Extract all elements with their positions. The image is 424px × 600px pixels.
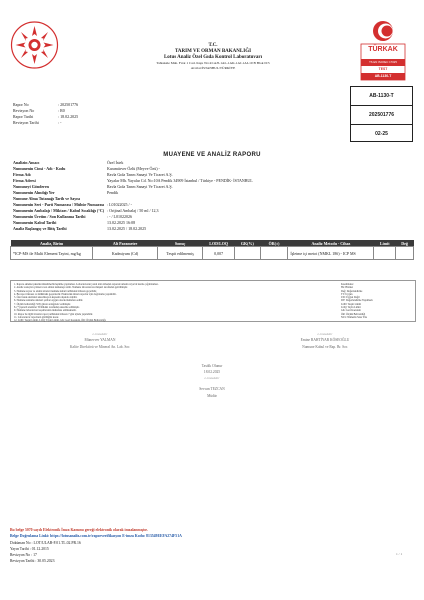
center-signatory-name: Sevcan TEZCAN xyxy=(199,387,225,391)
note-item: 4. Bu rapor imzasız ve mühürsüz geçersizdir. Elektronik imzalı raporlar için doğrulama yapılabilir. xyxy=(14,292,117,296)
info-value: : L01022025 / - xyxy=(107,202,132,207)
header-lab: Lotus Analiz Özel Gıda Kontrol Laboratuvarı xyxy=(163,55,263,60)
note-item: 7. Ölçüm belirsizliği %95 güven aralığında verilmiştir. xyxy=(14,302,71,306)
right-signatory-title: Numune Kabul ve Rap. Br. Sor. xyxy=(302,345,348,349)
meta-value: : 202501776 xyxy=(58,102,79,107)
table-cell: Tespit edilmemiş xyxy=(157,247,202,260)
info-label: Numunenin Alındığı Yer xyxy=(13,190,55,195)
column-header: LOD/LOQ xyxy=(203,240,235,247)
accreditation-code-box xyxy=(350,86,413,142)
column-header: Analiz, Birim xyxy=(11,240,93,247)
esign-law-notice: Bu belge 5070 sayılı Elektronik İmza Kanunu gereği elektronik olarak imzalanmıştır. xyxy=(10,528,148,532)
results-table xyxy=(10,240,414,260)
center-esign-note: e-imzalıdır xyxy=(204,376,220,380)
header-ministry: TARIM VE ORMAN BAKANLIĞI xyxy=(174,49,252,54)
abbreviation-item: Kısaltmalar: xyxy=(341,283,354,286)
info-value: 13.02.2025 16:08 xyxy=(107,220,136,225)
ministry-logo xyxy=(9,20,60,70)
column-header: ÖR(±) xyxy=(260,240,288,247)
info-label: Analizin Amacı xyxy=(13,160,40,165)
report-number-code: 202501776 xyxy=(351,106,412,125)
meta-value: : 18.02.2025 xyxy=(58,114,79,119)
header-city: Avcılar/İSTANBUL/TÜRKİYE xyxy=(190,66,236,70)
info-label: Analiz Başlangıç ve Bitiş Tarihi xyxy=(13,226,67,231)
report-title-bar xyxy=(10,143,414,158)
note-item: 6. Numune saklama süreleri şartlara uygun olarak muhafaza edilir. xyxy=(14,299,83,303)
note-item: 2. Analiz sonuçları yalnızca test edilen numuneye aittir. Numune laboratuvara müşteri tarafından getirilmiştir. xyxy=(14,286,128,290)
table-cell: İşletme içi metot (NMKL 186) - ICP MS xyxy=(288,247,374,260)
accreditation-code: AB-1130-T xyxy=(351,87,412,106)
table-cell: Kadmiyum (Cd) xyxy=(93,247,158,260)
left-signatory-title: Kalite Direktörü ve Mineral An. Lab. Sor. xyxy=(69,345,131,349)
info-label: Numunenin Kabul Tarihi xyxy=(13,220,57,225)
meta-value: : - xyxy=(58,120,62,125)
info-value: Ravla Gıda Tarım Sanayi Ve Ticaret A.Ş. xyxy=(107,184,173,189)
info-value: Özel İstek xyxy=(107,160,124,165)
abbreviation-item: Değ: Değerlendirme xyxy=(341,289,363,293)
table-cell xyxy=(374,247,396,260)
info-value: Karamürver Özlü (Meyve Özü) - xyxy=(107,166,160,171)
abbreviation-item: ÖR: Ölçüm Belirsizliği xyxy=(341,312,366,316)
column-header: Değ xyxy=(396,240,414,247)
info-label: Numuneyi Gönderen xyxy=(13,184,49,189)
note-item: 10. Rapor ile ilgili itirazlar rapor tarihinden itibaren 7 gün içinde yapılabilir. xyxy=(14,312,93,316)
abbreviation-item: NLS: Nümerik Sınır Yok xyxy=(341,315,367,319)
info-value: : Orijinal Ambalaj / 50 ml / 12,3 xyxy=(107,208,159,213)
note-item: 12. LOD: Tespit Limiti, LOQ: Tayin Limiti, GK: Geri Kazanım, ÖR: Ölçüm Belirsizliği. xyxy=(14,319,107,323)
info-label: Numunenin Üretim / Son Kullanma Tarihi xyxy=(13,214,86,219)
turkak-name: TÜRKAK xyxy=(368,46,398,53)
verification-link[interactable]: Belge Doğrulama Linki: https://lotusanaliz.com.tr/raporverifikasyon E-imza Kodu: 813549EEFA274F51A xyxy=(10,534,182,538)
info-value: Yayalar Mh. Yayalar Cd. No:10A Pendik 34909 İstanbul / Türkiye - PENDİK- İSTANBUL xyxy=(107,178,253,183)
date-code: 02-25 xyxy=(375,131,388,137)
report-title: MUAYENE VE ANALİZ RAPORU xyxy=(163,152,261,158)
note-item: 9. Numune laboratuvar koşullarında muhafaza edilmektedir. xyxy=(14,309,77,313)
meta-label: Revizyon Tarihi xyxy=(13,120,39,125)
info-label: Numune Alma Tutanağı Tarih ve Sayısı xyxy=(13,196,81,201)
approval-date: 18.02.2025 xyxy=(203,370,221,374)
info-value: 13.02.2025 / 18.02.2025 xyxy=(107,226,147,231)
revision-date: Revizyon Tarihi : 30.05.2023 xyxy=(10,559,55,563)
abbreviation-item: Hz: Hizmet xyxy=(341,286,354,290)
approval-stamp: Tasdik Olunur xyxy=(201,364,223,368)
abbreviation-item: GK: Geri Kazanım xyxy=(341,309,361,313)
right-signatory-name: Emine BAHTİYAR KÖSEOĞLU xyxy=(300,338,350,342)
meta-label: Rapor Tarihi xyxy=(13,114,34,119)
info-label: Firma Adı xyxy=(13,172,31,177)
table-cell xyxy=(235,247,261,260)
page-number: 1 / 1 xyxy=(396,552,403,556)
abbreviations-list xyxy=(341,283,413,319)
info-label: Firma Adresi xyxy=(13,178,36,183)
meta-label: Rapor No xyxy=(13,102,29,107)
info-label: Numunenin Ambalajı / Miktarı / Kabul Sıcaklığı (°C) xyxy=(13,208,105,213)
turkak-standard: TS EN ISO/IEC 17025 xyxy=(369,60,397,64)
column-header: Alt Parametre xyxy=(93,240,158,247)
abbreviation-item: UD: Uygun Değil xyxy=(341,296,360,300)
column-header: Limit xyxy=(374,240,396,247)
document-number: Doküman No : LOT/ULAB-F.01.TL.02.PR.16 xyxy=(10,541,81,545)
table-cell: *ICP-MS ile Multi Element Tayini, mg/kg xyxy=(11,247,93,260)
abbreviation-item: DY: Değerlendirme Yapılmadı xyxy=(341,299,373,303)
table-cell xyxy=(260,247,288,260)
abbreviation-item: LOQ: Tayin Limiti xyxy=(341,306,361,310)
column-header: GK(%) xyxy=(235,240,261,247)
info-value: Pendik xyxy=(107,190,119,195)
turkak-code: AB-1130-T xyxy=(374,74,392,78)
abbreviation-item: TT: Uygun xyxy=(341,292,353,296)
header-address: Tahtakale Mah. Fırat 1 Cad. Kapı No:4/1A/8-1AL-1AK-1AJ-1AI-10 B Blok D:5 xyxy=(156,61,270,65)
note-item: 8. (*) işaretli analizler TÜRKAK tarafından akredite edilmiştir. xyxy=(14,306,80,310)
table-row xyxy=(11,247,414,260)
right-esign-note: e-imzalıdır xyxy=(317,332,333,336)
table-cell xyxy=(396,247,414,260)
note-item: 5. Özel istek analizleri akreditasyon kapsamı dışında olabilir. xyxy=(14,296,78,300)
abbreviation-item: LOD: Tespit Limiti xyxy=(341,302,362,306)
revision-number: Revizyon No : 17 xyxy=(10,553,37,557)
header-tc: T.C. xyxy=(208,43,218,48)
turkak-test: TEST xyxy=(378,67,388,71)
table-cell: 0,007 xyxy=(203,247,235,260)
column-header: Analiz Metodu - Cihaz xyxy=(288,240,374,247)
note-item: 1. Rapora ekleme/çıkarma/düzeltme/birleştirme yapılamaz. Laboratuvarın yazılı izni olmadan raporun tamamı veya bir kısmı çoğaltılamaz. xyxy=(14,283,159,286)
meta-value: : R0 xyxy=(58,108,65,113)
left-signatory-name: Münevver YALMAN xyxy=(84,338,116,342)
info-value: : - / L01022026 xyxy=(107,214,132,219)
info-label: Numunenin Seri - Parti Numarası / Mühür Numarası xyxy=(13,202,105,207)
meta-label: Revizyon No xyxy=(13,108,35,113)
notes-box xyxy=(10,280,416,322)
publication-date: Yayın Tarihi : 01.12.2015 xyxy=(10,547,49,551)
center-signatory-title: Müdür xyxy=(207,394,217,398)
info-label: Numunenin Cinsi - Adı - Kodu xyxy=(13,166,66,171)
column-header: Sonuç xyxy=(157,240,202,247)
info-value: Ravla Gıda Tarım Sanayi Ve Ticaret A.Ş. xyxy=(107,172,173,177)
note-item: 3. Numune sayısı ve analiz süreleri numune kabul tarihinden itibaren geçerlidir. xyxy=(14,289,97,293)
note-item: 11. Laboratuvar raporların gizliliğini korur. xyxy=(14,315,59,319)
notes-list xyxy=(14,283,314,323)
left-esign-note: e-imzalıdır xyxy=(92,332,108,336)
turkak-logo xyxy=(357,18,409,82)
